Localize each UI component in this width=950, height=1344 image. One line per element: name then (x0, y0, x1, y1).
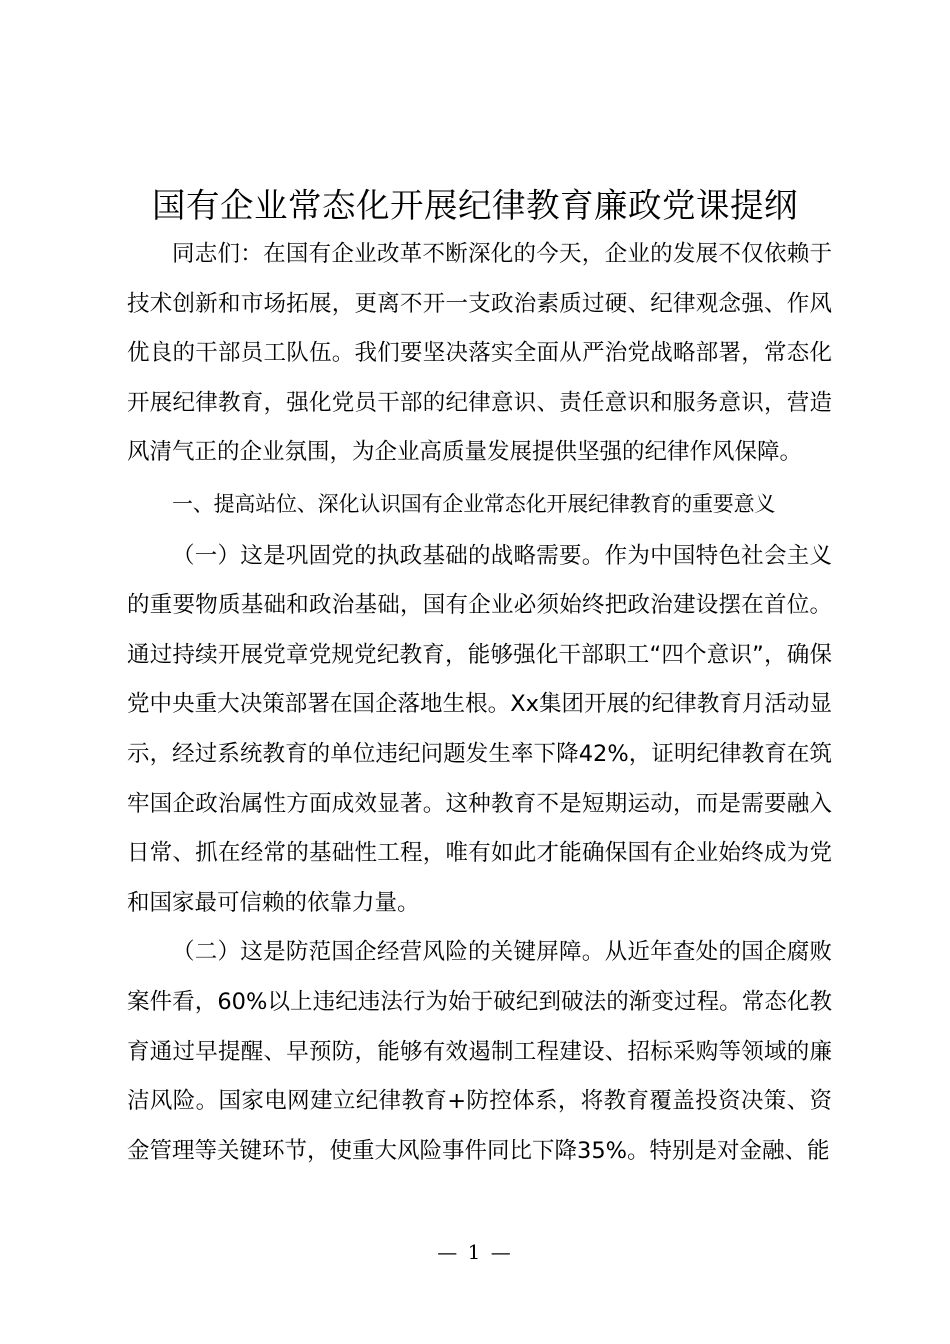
document-title: 国有企业常态化开展纪律教育廉政党课提纲 (152, 186, 798, 225)
subsection-paragraph-2: （二）这是防范国企经营风险的关键屏障。从近年查处的国企腐败案件看，60%以上违纪违法行为始于破纪到破法的渐变过程。常态化教育通过早提醒、早预防，能够有效遏制工程建设、招标采购等领域的廉洁风险。国家电网建立纪律教育+防控体系，将教育覆盖投资决策、资金管理等关键环节，使重大风险事件同比下降35%。特别是对金融、能 (127, 939, 832, 1164)
document-body (127, 230, 832, 1176)
page-number: — 1 — (437, 1240, 513, 1264)
subsection-paragraph-1: （一）这是巩固党的执政基础的战略需要。作为中国特色社会主义的重要物质基础和政治基础，国有企业必须始终把政治建设摆在首位。通过持续开展党章党规党纪教育，能够强化干部职工“四个意识”，确保党中央重大决策部署在国企落地生根。Xx集团开展的纪律教育月活动显示，经过系统教育的单位违纪问题发生率下降42%，证明纪律教育在筑牢国企政治属性方面成效显著。这种教育不是短期运动，而是需要融入日常、抓在经常的基础性工程，唯有如此才能确保国有企业始终成为党和国家最可信赖的依靠力量。 (127, 542, 832, 916)
intro-paragraph: 同志们：在国有企业改革不断深化的今天，企业的发展不仅依赖于技术创新和市场拓展，更离不开一支政治素质过硬、纪律观念强、作风优良的干部员工队伍。我们要坚决落实全面从严治党战略部署，常态化开展纪律教育，强化党员干部的纪律意识、责任意识和服务意识，营造风清气正的企业氛围，为企业高质量发展提供坚强的纪律作风保障。 (127, 241, 832, 466)
section-heading-1: 一、提高站位、深化认识国有企业常态化开展纪律教育的重要意义 (172, 491, 776, 516)
